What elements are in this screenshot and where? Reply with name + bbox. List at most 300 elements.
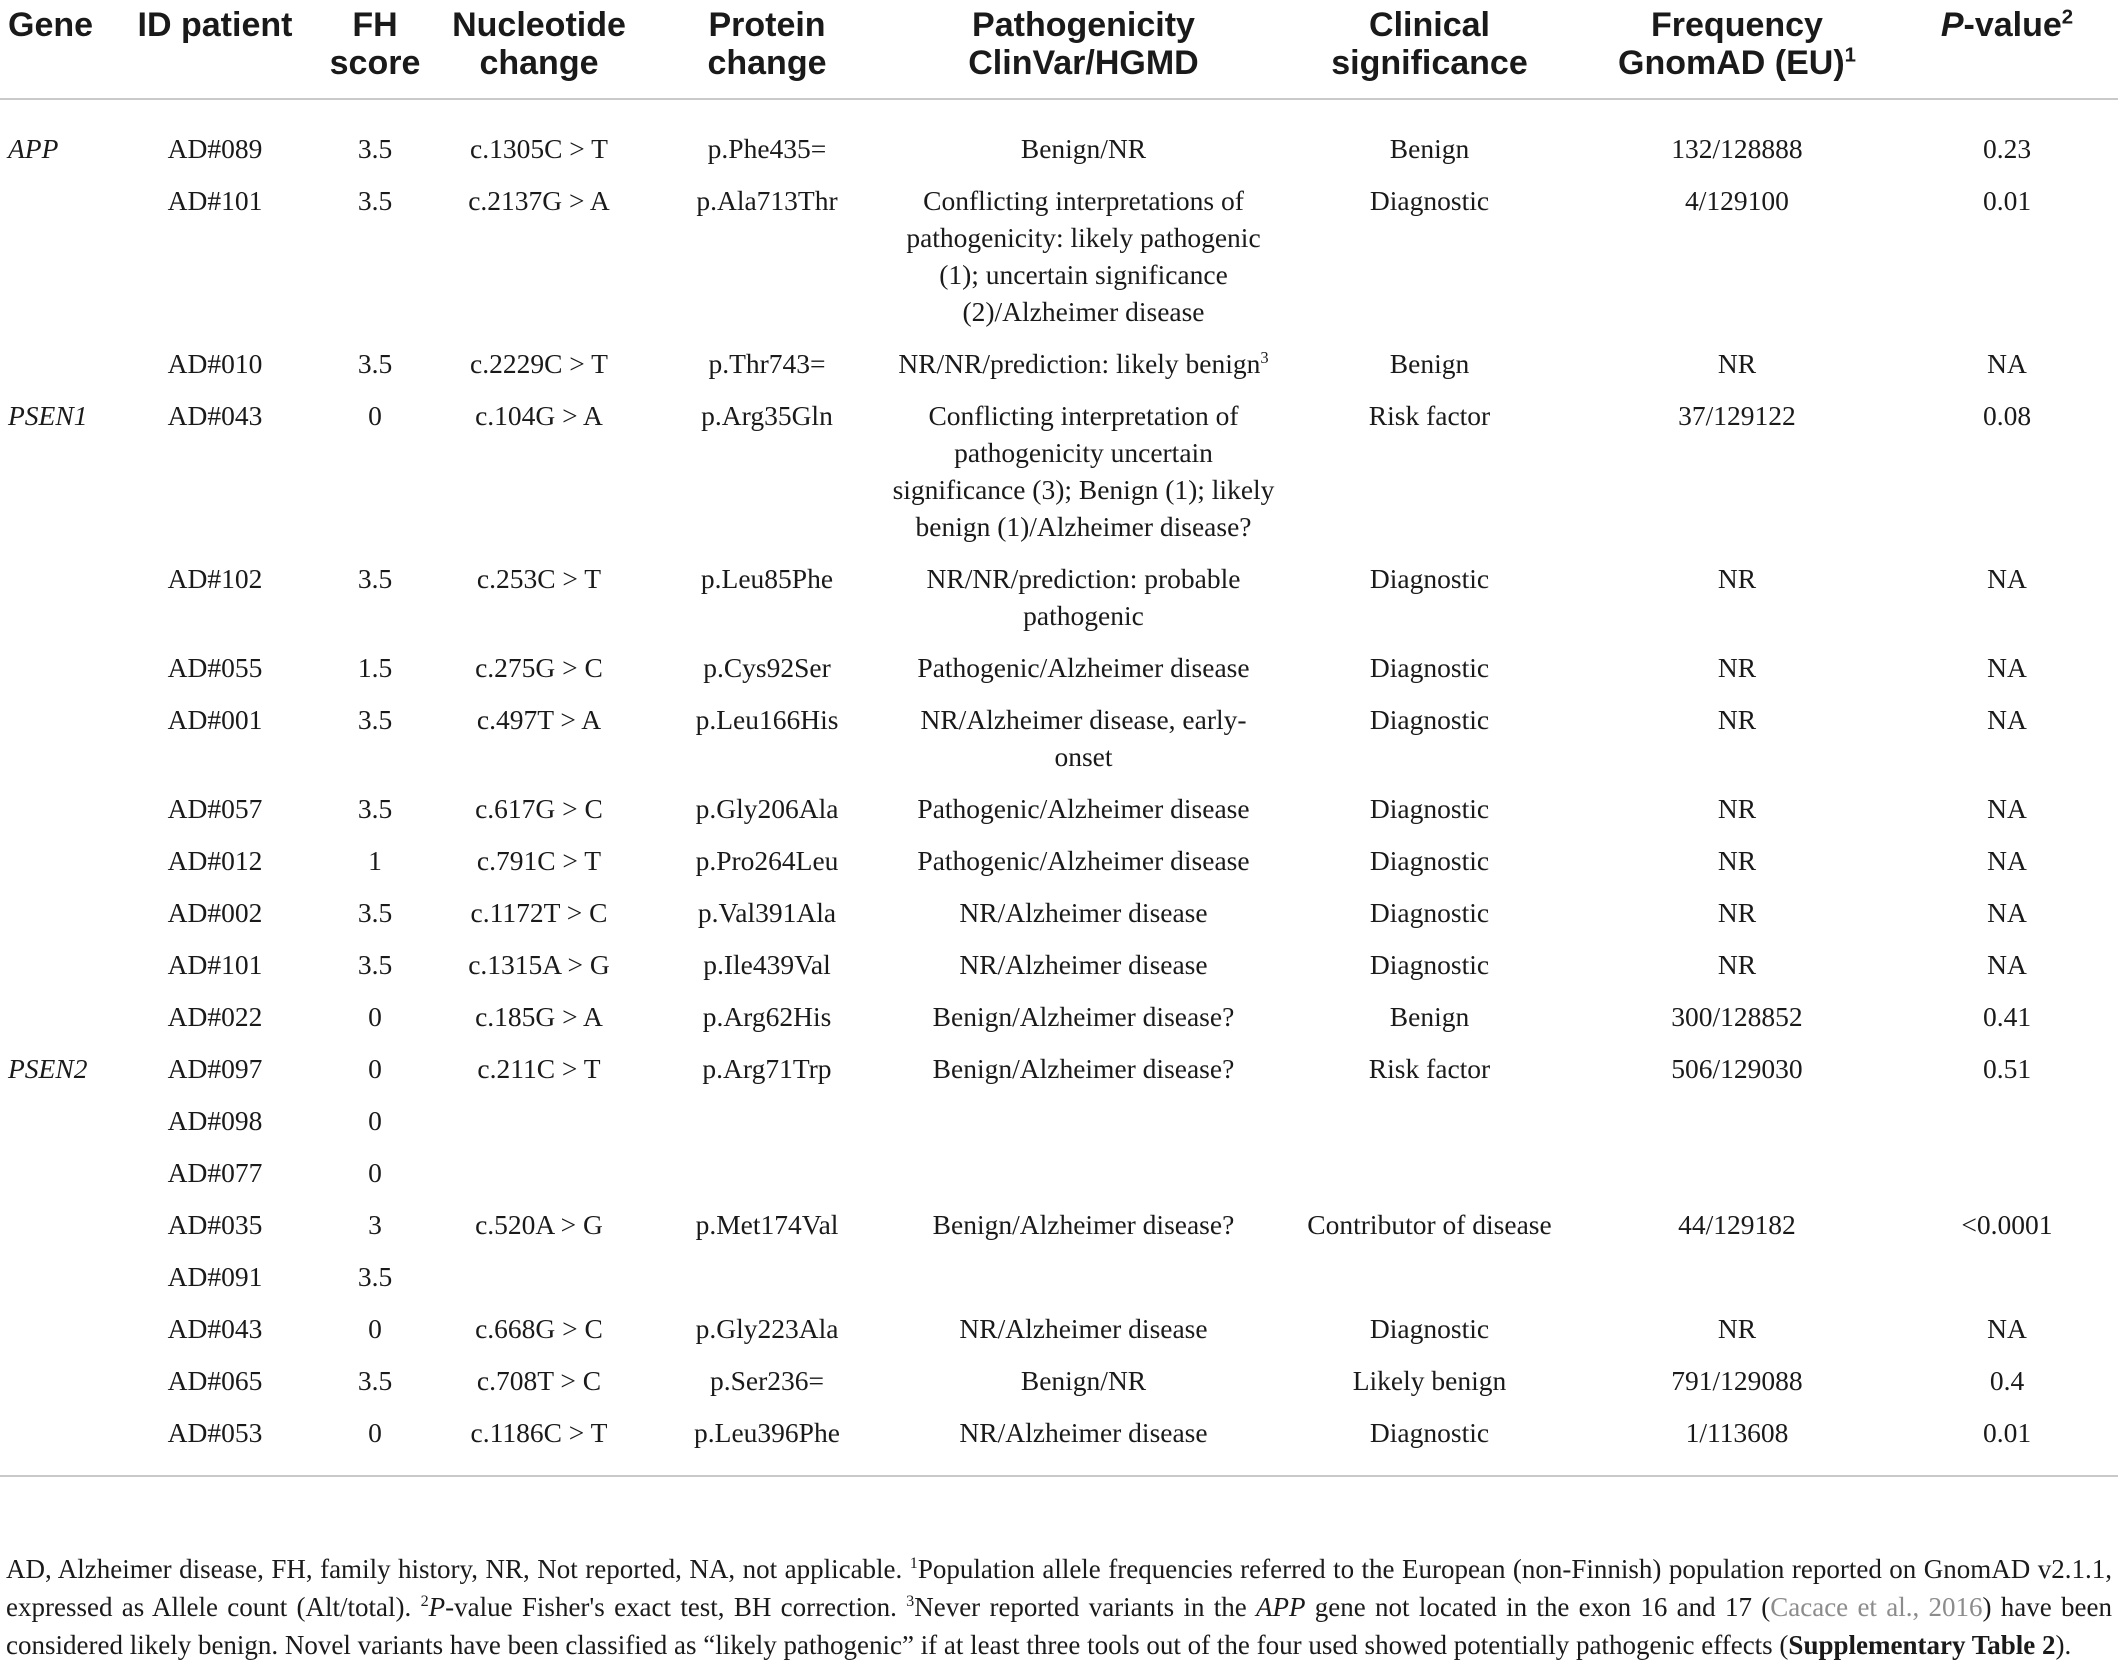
header-p-value-footnote-mark: 2 <box>2061 6 2074 29</box>
cell-pathogenicity <box>886 998 1281 1050</box>
cell-p-value <box>1896 182 2118 345</box>
cell-clinical-significance-text: Likely benign <box>1352 1365 1507 1396</box>
cell-fh-score <box>320 1414 430 1476</box>
header-p-value-p: P <box>1940 6 1964 44</box>
cell-gene <box>0 894 110 946</box>
cell-id-patient-text: AD#043 <box>167 400 263 431</box>
cell-p-value <box>1896 99 2118 182</box>
cell-protein-change <box>648 1050 886 1102</box>
cell-clinical-significance <box>1281 345 1578 397</box>
cell-frequency <box>1578 946 1896 998</box>
table-row <box>0 701 2118 790</box>
cell-frequency-text: NR <box>1717 348 1757 379</box>
cell-nucleotide-change-text: c.1305C > T <box>470 133 608 164</box>
cell-pathogenicity-text: Benign/NR <box>1020 1365 1147 1396</box>
cell-gene <box>0 182 110 345</box>
cell-clinical-significance <box>1281 1362 1578 1414</box>
header-pathogenicity: Pathogenicity ClinVar/HGMD <box>968 6 1199 82</box>
cell-fh-score <box>320 946 430 998</box>
cell-fh-score-text: 1.5 <box>357 652 393 683</box>
cell-fh-score-text: 3.5 <box>357 704 393 735</box>
cell-fh-score-text: 3.5 <box>357 793 393 824</box>
cell-protein-change-text: p.Ser236= <box>709 1365 825 1396</box>
cell-nucleotide-change-text: c.211C > T <box>477 1053 601 1084</box>
table-row <box>0 182 2118 345</box>
cell-protein-change <box>648 1206 886 1258</box>
header-p-value <box>1896 0 2118 99</box>
cell-gene <box>0 1362 110 1414</box>
cell-p-value-text: 0.41 <box>1982 1001 2032 1032</box>
footnote-p-italic: P <box>428 1592 446 1622</box>
cell-nucleotide-change <box>430 1050 648 1102</box>
cell-frequency <box>1578 1050 1896 1102</box>
cell-protein-change <box>648 1258 886 1310</box>
cell-id-patient-text: AD#035 <box>167 1209 263 1240</box>
cell-nucleotide-change <box>430 649 648 701</box>
cell-clinical-significance-text: Diagnostic <box>1369 563 1490 594</box>
cell-protein-change <box>648 1362 886 1414</box>
cell-frequency <box>1578 1102 1896 1154</box>
cell-id-patient <box>110 1206 320 1258</box>
citation-link[interactable]: Cacace et al., 2016 <box>1770 1592 1983 1622</box>
cell-nucleotide-change <box>430 1258 648 1310</box>
cell-p-value <box>1896 1258 2118 1310</box>
cell-nucleotide-change <box>430 182 648 345</box>
cell-fh-score-text: 0 <box>368 1053 382 1084</box>
cell-nucleotide-change <box>430 1414 648 1476</box>
cell-protein-change-text: p.Leu166His <box>695 704 839 735</box>
cell-pathogenicity <box>886 701 1281 790</box>
cell-id-patient-text: AD#010 <box>167 348 263 379</box>
cell-nucleotide-change-text: c.1172T > C <box>470 897 608 928</box>
cell-protein-change-text: p.Cys92Ser <box>703 652 831 683</box>
table-row <box>0 1206 2118 1258</box>
cell-id-patient <box>110 790 320 842</box>
cell-fh-score-text: 3.5 <box>357 563 393 594</box>
table-row <box>0 1310 2118 1362</box>
cell-pathogenicity <box>886 560 1281 649</box>
cell-nucleotide-change-text: c.617G > C <box>475 793 603 824</box>
cell-id-patient <box>110 560 320 649</box>
cell-pathogenicity-text: NR/Alzheimer disease <box>959 1417 1208 1448</box>
cell-id-patient <box>110 345 320 397</box>
cell-id-patient <box>110 649 320 701</box>
cell-p-value-text: NA <box>1987 845 2027 876</box>
cell-id-patient <box>110 99 320 182</box>
cell-clinical-significance <box>1281 1154 1578 1206</box>
cell-pathogenicity-text: NR/NR/prediction: probable pathogenic <box>926 563 1241 631</box>
cell-p-value <box>1896 1310 2118 1362</box>
table-row <box>0 397 2118 560</box>
cell-id-patient-text: AD#001 <box>167 704 263 735</box>
cell-fh-score <box>320 182 430 345</box>
cell-fh-score <box>320 1362 430 1414</box>
cell-frequency-text: NR <box>1717 1313 1757 1344</box>
cell-nucleotide-change-text: c.185G > A <box>475 1001 603 1032</box>
table-body <box>0 99 2118 1476</box>
cell-id-patient <box>110 1154 320 1206</box>
table-row <box>0 946 2118 998</box>
cell-frequency-text: 300/128852 <box>1671 1001 1803 1032</box>
table-row <box>0 1258 2118 1310</box>
cell-protein-change-text: p.Leu396Phe <box>694 1417 840 1448</box>
cell-pathogenicity <box>886 842 1281 894</box>
cell-frequency-text: NR <box>1717 949 1757 980</box>
cell-p-value-text: 0.01 <box>1982 185 2032 216</box>
footnote-abbreviations: AD, Alzheimer disease, FH, family history, NR, Not reported, NA, not applicable. <box>6 1554 910 1584</box>
cell-protein-change <box>648 1414 886 1476</box>
cell-p-value <box>1896 1154 2118 1206</box>
cell-clinical-significance-text: Diagnostic <box>1369 185 1490 216</box>
cell-id-patient-text: AD#002 <box>167 897 263 928</box>
cell-gene <box>0 649 110 701</box>
cell-clinical-significance-text: Benign <box>1389 1001 1470 1032</box>
cell-id-patient-text: AD#101 <box>167 949 263 980</box>
cell-pathogenicity <box>886 1258 1281 1310</box>
cell-clinical-significance <box>1281 397 1578 560</box>
cell-clinical-significance-text: Diagnostic <box>1369 845 1490 876</box>
cell-pathogenicity <box>886 345 1281 397</box>
cell-pathogenicity-text: NR/Alzheimer disease <box>959 949 1208 980</box>
cell-gene <box>0 560 110 649</box>
cell-id-patient-text: AD#043 <box>167 1313 263 1344</box>
cell-id-patient <box>110 1258 320 1310</box>
footnote-text-3: Never reported variants in the <box>914 1592 1257 1622</box>
cell-nucleotide-change <box>430 99 648 182</box>
cell-frequency <box>1578 842 1896 894</box>
cell-frequency <box>1578 1154 1896 1206</box>
cell-pathogenicity-text: Conflicting interpretation of pathogenicity uncertain significance (3); Benign (1); likely benign (1)/Alzheimer disease? <box>892 400 1275 542</box>
cell-p-value-text: 0.4 <box>1989 1365 2025 1396</box>
cell-p-value <box>1896 894 2118 946</box>
cell-frequency-text: NR <box>1717 652 1757 683</box>
cell-pathogenicity-text: NR/Alzheimer disease, early-onset <box>920 704 1247 772</box>
cell-gene <box>0 1154 110 1206</box>
footnote-text-2: -value Fisher's exact test, BH correction. <box>445 1592 907 1622</box>
cell-clinical-significance <box>1281 560 1578 649</box>
cell-protein-change <box>648 946 886 998</box>
cell-protein-change-text: p.Pro264Leu <box>695 845 839 876</box>
cell-clinical-significance-text: Diagnostic <box>1369 652 1490 683</box>
cell-frequency-text: NR <box>1717 897 1757 928</box>
supplementary-table-link[interactable]: Supplementary Table 2 <box>1788 1630 2056 1660</box>
table-row <box>0 99 2118 182</box>
cell-id-patient <box>110 1102 320 1154</box>
cell-protein-change <box>648 998 886 1050</box>
footnote-mark-3: 3 <box>906 1592 915 1610</box>
cell-fh-score-text: 3.5 <box>357 897 393 928</box>
header-clinical-significance: Clinical significance <box>1331 6 1528 82</box>
table-row <box>0 1154 2118 1206</box>
cell-nucleotide-change-text: c.2137G > A <box>468 185 610 216</box>
cell-pathogenicity <box>886 894 1281 946</box>
cell-fh-score-text: 3.5 <box>357 949 393 980</box>
cell-nucleotide-change <box>430 998 648 1050</box>
cell-protein-change <box>648 894 886 946</box>
cell-clinical-significance-text: Diagnostic <box>1369 949 1490 980</box>
cell-id-patient <box>110 894 320 946</box>
footnote-mark: 3 <box>1260 347 1269 367</box>
cell-fh-score-text: 3.5 <box>357 1261 393 1292</box>
header-row <box>0 0 2118 99</box>
cell-id-patient <box>110 1362 320 1414</box>
cell-nucleotide-change <box>430 397 648 560</box>
cell-nucleotide-change-text: c.668G > C <box>475 1313 603 1344</box>
cell-gene <box>0 1414 110 1476</box>
cell-nucleotide-change <box>430 701 648 790</box>
cell-pathogenicity-text: Pathogenic/Alzheimer disease <box>917 793 1250 824</box>
cell-frequency-text: NR <box>1717 793 1757 824</box>
cell-clinical-significance <box>1281 1102 1578 1154</box>
cell-fh-score <box>320 560 430 649</box>
cell-frequency-text: 44/129182 <box>1678 1209 1796 1240</box>
cell-pathogenicity <box>886 1050 1281 1102</box>
table-row <box>0 998 2118 1050</box>
cell-protein-change-text: p.Arg62His <box>702 1001 832 1032</box>
cell-frequency <box>1578 560 1896 649</box>
cell-fh-score <box>320 1154 430 1206</box>
header-id-patient: ID patient <box>137 6 293 44</box>
cell-fh-score-text: 3.5 <box>357 348 393 379</box>
cell-protein-change <box>648 649 886 701</box>
cell-protein-change-text: p.Thr743= <box>708 348 826 379</box>
cell-clinical-significance-text: Diagnostic <box>1369 793 1490 824</box>
cell-p-value <box>1896 1206 2118 1258</box>
cell-protein-change <box>648 560 886 649</box>
cell-nucleotide-change-text: c.708T > C <box>476 1365 602 1396</box>
header-fh-score: FH score <box>329 6 421 82</box>
cell-id-patient-text: AD#091 <box>167 1261 263 1292</box>
cell-nucleotide-change-text: c.1186C > T <box>470 1417 608 1448</box>
footnote-text-6: ). <box>2055 1630 2072 1660</box>
cell-gene <box>0 701 110 790</box>
cell-p-value <box>1896 1414 2118 1476</box>
cell-id-patient-text: AD#065 <box>167 1365 263 1396</box>
cell-pathogenicity-text: Benign/Alzheimer disease? <box>932 1209 1235 1240</box>
cell-clinical-significance <box>1281 1206 1578 1258</box>
cell-nucleotide-change-text: c.520A > G <box>475 1209 603 1240</box>
cell-clinical-significance-text: Benign <box>1389 348 1470 379</box>
cell-pathogenicity-text: NR/NR/prediction: likely benign <box>898 348 1261 379</box>
table-row <box>0 560 2118 649</box>
cell-gene-text: APP <box>8 133 59 164</box>
cell-clinical-significance <box>1281 894 1578 946</box>
cell-id-patient-text: AD#102 <box>167 563 263 594</box>
cell-protein-change-text: p.Ala713Thr <box>696 185 838 216</box>
cell-pathogenicity <box>886 649 1281 701</box>
cell-id-patient-text: AD#097 <box>167 1053 263 1084</box>
cell-frequency-text: 132/128888 <box>1671 133 1803 164</box>
cell-fh-score-text: 3.5 <box>357 1365 393 1396</box>
footnote-mark-1: 1 <box>909 1554 918 1572</box>
cell-clinical-significance <box>1281 99 1578 182</box>
cell-pathogenicity-text: Pathogenic/Alzheimer disease <box>917 652 1250 683</box>
cell-protein-change <box>648 345 886 397</box>
cell-fh-score <box>320 345 430 397</box>
cell-p-value <box>1896 560 2118 649</box>
cell-id-patient <box>110 1310 320 1362</box>
cell-p-value-text: NA <box>1987 897 2027 928</box>
cell-clinical-significance <box>1281 1050 1578 1102</box>
cell-protein-change-text: p.Gly206Ala <box>695 793 839 824</box>
cell-pathogenicity <box>886 1310 1281 1362</box>
cell-frequency <box>1578 790 1896 842</box>
cell-protein-change-text: p.Met174Val <box>695 1209 839 1240</box>
cell-clinical-significance-text: Risk factor <box>1368 400 1491 431</box>
cell-protein-change-text: p.Arg35Gln <box>701 400 833 431</box>
cell-protein-change-text: p.Arg71Trp <box>702 1053 832 1084</box>
cell-p-value-text: NA <box>1987 348 2027 379</box>
cell-clinical-significance <box>1281 1258 1578 1310</box>
cell-nucleotide-change <box>430 1206 648 1258</box>
table-row <box>0 1050 2118 1102</box>
cell-protein-change <box>648 182 886 345</box>
cell-protein-change <box>648 1154 886 1206</box>
cell-id-patient <box>110 1414 320 1476</box>
cell-protein-change <box>648 1310 886 1362</box>
cell-fh-score <box>320 1050 430 1102</box>
cell-fh-score <box>320 649 430 701</box>
cell-id-patient <box>110 701 320 790</box>
cell-clinical-significance <box>1281 182 1578 345</box>
cell-id-patient-text: AD#012 <box>167 845 263 876</box>
cell-id-patient <box>110 397 320 560</box>
header-nucleotide-change: Nucleotide change <box>452 6 626 82</box>
cell-protein-change <box>648 397 886 560</box>
cell-p-value <box>1896 946 2118 998</box>
cell-id-patient-text: AD#089 <box>167 133 263 164</box>
cell-protein-change <box>648 99 886 182</box>
table-row <box>0 649 2118 701</box>
cell-p-value-text: NA <box>1987 704 2027 735</box>
cell-clinical-significance <box>1281 1310 1578 1362</box>
cell-nucleotide-change-text: c.253C > T <box>476 563 602 594</box>
cell-id-patient <box>110 1050 320 1102</box>
cell-clinical-significance <box>1281 649 1578 701</box>
cell-id-patient-text: AD#053 <box>167 1417 263 1448</box>
table-row <box>0 1414 2118 1476</box>
cell-p-value-text: NA <box>1987 949 2027 980</box>
cell-fh-score-text: 1 <box>368 845 382 876</box>
cell-fh-score <box>320 1310 430 1362</box>
cell-pathogenicity-text: Benign/NR <box>1020 133 1147 164</box>
cell-nucleotide-change <box>430 1102 648 1154</box>
cell-gene-text: PSEN2 <box>8 1053 88 1084</box>
cell-id-patient-text: AD#098 <box>167 1105 263 1136</box>
cell-nucleotide-change <box>430 1362 648 1414</box>
cell-p-value-text: NA <box>1987 1313 2027 1344</box>
cell-protein-change <box>648 701 886 790</box>
cell-nucleotide-change-text: c.497T > A <box>476 704 602 735</box>
cell-frequency-text: 791/129088 <box>1671 1365 1803 1396</box>
cell-p-value-text: 0.08 <box>1982 400 2032 431</box>
cell-fh-score-text: 0 <box>368 1417 382 1448</box>
header-frequency <box>1578 0 1896 99</box>
cell-frequency <box>1578 99 1896 182</box>
cell-frequency <box>1578 1362 1896 1414</box>
header-gene: Gene <box>8 6 94 44</box>
cell-pathogenicity <box>886 1102 1281 1154</box>
cell-clinical-significance <box>1281 842 1578 894</box>
cell-clinical-significance-text: Benign <box>1389 133 1470 164</box>
cell-p-value-text: NA <box>1987 563 2027 594</box>
cell-frequency-text: 37/129122 <box>1678 400 1796 431</box>
cell-id-patient <box>110 998 320 1050</box>
cell-nucleotide-change <box>430 560 648 649</box>
header-frequency-footnote-mark: 1 <box>1844 44 1856 67</box>
cell-clinical-significance <box>1281 946 1578 998</box>
cell-fh-score-text: 3.5 <box>357 133 393 164</box>
cell-nucleotide-change-text: c.1315A > G <box>468 949 610 980</box>
cell-clinical-significance <box>1281 701 1578 790</box>
cell-fh-score-text: 3.5 <box>357 185 393 216</box>
cell-fh-score <box>320 1102 430 1154</box>
cell-gene <box>0 946 110 998</box>
cell-clinical-significance <box>1281 790 1578 842</box>
cell-id-patient-text: AD#057 <box>167 793 263 824</box>
table-row <box>0 1102 2118 1154</box>
footnote-text-1: Population allele frequencies referred to the European (non-Finnish) population reported on GnomAD v2.1.1, expressed as Allele count (Alt/total). <box>6 1554 2112 1622</box>
cell-fh-score <box>320 998 430 1050</box>
header-frequency-label: Frequency GnomAD (EU) <box>1618 6 1845 82</box>
cell-frequency <box>1578 397 1896 560</box>
table-row <box>0 894 2118 946</box>
cell-gene-text: PSEN1 <box>8 400 88 431</box>
cell-gene <box>0 1050 110 1102</box>
cell-nucleotide-change-text: c.275G > C <box>475 652 603 683</box>
cell-frequency <box>1578 649 1896 701</box>
cell-nucleotide-change <box>430 842 648 894</box>
cell-fh-score <box>320 1258 430 1310</box>
cell-id-patient <box>110 182 320 345</box>
cell-frequency-text: NR <box>1717 704 1757 735</box>
cell-protein-change-text: p.Ile439Val <box>703 949 831 980</box>
cell-frequency <box>1578 345 1896 397</box>
cell-p-value <box>1896 345 2118 397</box>
cell-gene <box>0 1102 110 1154</box>
table-header <box>0 0 2118 99</box>
cell-id-patient-text: AD#077 <box>167 1157 263 1188</box>
cell-fh-score-text: 3 <box>368 1209 382 1240</box>
cell-p-value <box>1896 649 2118 701</box>
cell-p-value <box>1896 1362 2118 1414</box>
cell-p-value <box>1896 842 2118 894</box>
header-p-value-label: -value <box>1963 6 2062 44</box>
table-row <box>0 842 2118 894</box>
cell-pathogenicity-text: Benign/Alzheimer disease? <box>932 1001 1235 1032</box>
cell-fh-score <box>320 842 430 894</box>
cell-frequency-text: 1/113608 <box>1685 1417 1789 1448</box>
cell-frequency-text: NR <box>1717 845 1757 876</box>
cell-fh-score-text: 0 <box>368 400 382 431</box>
cell-clinical-significance <box>1281 1414 1578 1476</box>
cell-frequency-text: NR <box>1717 563 1757 594</box>
cell-nucleotide-change <box>430 345 648 397</box>
cell-fh-score <box>320 790 430 842</box>
cell-pathogenicity-text: Conflicting interpretations of pathogenicity: likely pathogenic (1); uncertain significance (2)/Alzheimer disease <box>906 185 1261 327</box>
cell-fh-score <box>320 1206 430 1258</box>
cell-nucleotide-change-text: c.791C > T <box>476 845 602 876</box>
cell-clinical-significance-text: Diagnostic <box>1369 1417 1490 1448</box>
cell-id-patient-text: AD#101 <box>167 185 263 216</box>
cell-gene <box>0 1310 110 1362</box>
cell-pathogenicity <box>886 1154 1281 1206</box>
cell-pathogenicity <box>886 1206 1281 1258</box>
cell-gene <box>0 345 110 397</box>
cell-clinical-significance <box>1281 998 1578 1050</box>
cell-p-value-text: 0.23 <box>1982 133 2032 164</box>
cell-fh-score-text: 0 <box>368 1313 382 1344</box>
